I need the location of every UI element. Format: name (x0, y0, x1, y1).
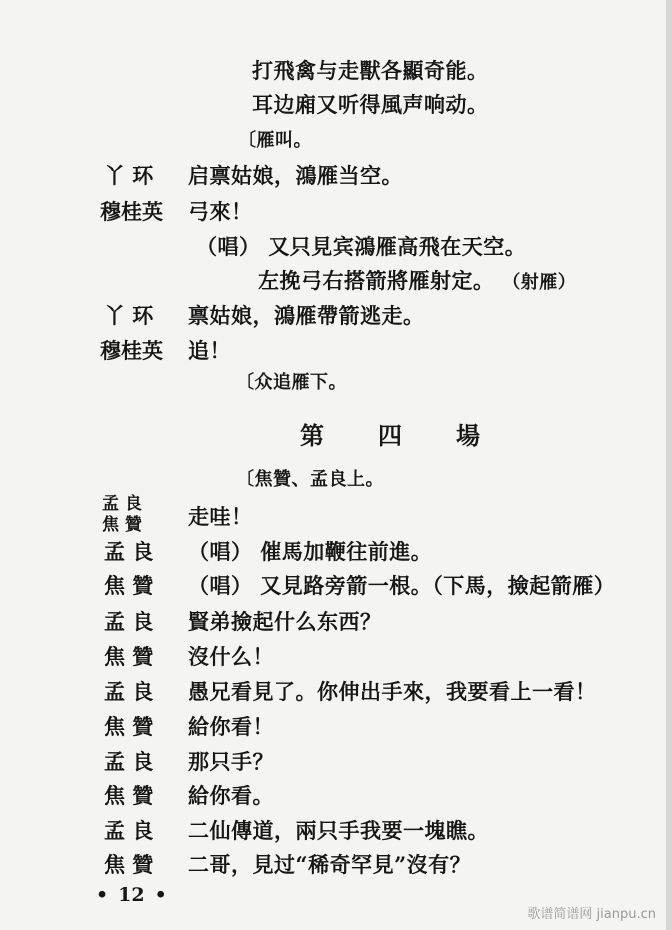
sung-line (196, 234, 526, 260)
dialogue-line: （唱） 催馬加鞭往前進。 (188, 539, 433, 564)
speaker-label: 孟 良 (104, 749, 154, 774)
speaker-label: 孟 良 (104, 609, 154, 634)
watermark: 歌谱简谱网 jianpu.cn (527, 907, 656, 922)
stage-direction: 〔众追雁下。 (236, 372, 347, 393)
dialogue-line: 賢弟撿起什么东西？ (188, 609, 382, 634)
speaker-label: 焦 贊 (104, 573, 154, 598)
speaker-label: 焦 贊 (102, 515, 142, 535)
scene-title-char: 四 (378, 422, 402, 450)
page-number-value: 12 (118, 884, 145, 906)
dialogue-line: 走哇！ (188, 504, 253, 529)
scene-title-char: 第 (300, 422, 324, 450)
stage-direction: 〔雁叫。 (238, 130, 312, 151)
speaker-label: 丫 环 (104, 303, 154, 328)
sing-direction: （唱） (196, 234, 261, 259)
sung-line (258, 268, 576, 296)
action-direction: （射雁） (502, 272, 577, 293)
verse-line: 打飛禽与走獸各顯奇能。 (252, 58, 489, 83)
bullet-icon: • (154, 884, 167, 906)
dialogue-line: 沒什么！ (188, 644, 274, 669)
dialogue-line: 启禀姑娘，鴻雁当空。 (188, 163, 403, 188)
verse-line: 耳边廂又听得風声响动。 (252, 92, 489, 117)
scan-edge (666, 0, 672, 930)
scene-title (300, 416, 480, 451)
speaker-label: 焦 贊 (104, 783, 154, 808)
speaker-label: 孟 良 (104, 679, 154, 704)
bullet-icon: • (96, 884, 109, 906)
speaker-label: 穆桂英 (100, 338, 163, 363)
speaker-label: 孟 良 (102, 494, 142, 514)
dialogue-line: 給你看！ (188, 714, 274, 739)
speaker-label: 孟 良 (104, 818, 154, 843)
speaker-label: 孟 良 (104, 539, 154, 564)
dialogue-line: 給你看。 (188, 783, 274, 808)
stage-direction: 〔焦贊、孟良上。 (236, 469, 384, 490)
speaker-label: 焦 贊 (104, 644, 154, 669)
dialogue-line: 弓來！ (188, 199, 253, 224)
dialogue-line: 追！ (188, 338, 231, 363)
speaker-label: 丫 环 (104, 163, 154, 188)
speaker-label: 焦 贊 (104, 714, 154, 739)
sung-text: 又只見宾鴻雁高飛在天空。 (268, 234, 527, 259)
dialogue-line: 禀姑娘，鴻雁帶箭逃走。 (188, 303, 425, 328)
page-number (96, 884, 167, 906)
dialogue-line: 那只手？ (188, 749, 274, 774)
speaker-label: 穆桂英 (100, 199, 163, 224)
dialogue-line: 二哥，見过“稀奇罕見”沒有？ (188, 852, 472, 877)
speaker-label: 焦 贊 (104, 852, 154, 877)
dialogue-line: 二仙傳道，兩只手我要一塊瞧。 (188, 818, 489, 843)
sung-text: 左挽弓右搭箭將雁射定。 (258, 268, 495, 293)
scene-title-char: 場 (456, 422, 480, 450)
dialogue-line: 愚兄看見了。你伸出手來，我要看上一看！ (188, 679, 597, 704)
dialogue-line: （唱） 又見路旁箭一根。（下馬，撿起箭雁） (188, 573, 616, 598)
